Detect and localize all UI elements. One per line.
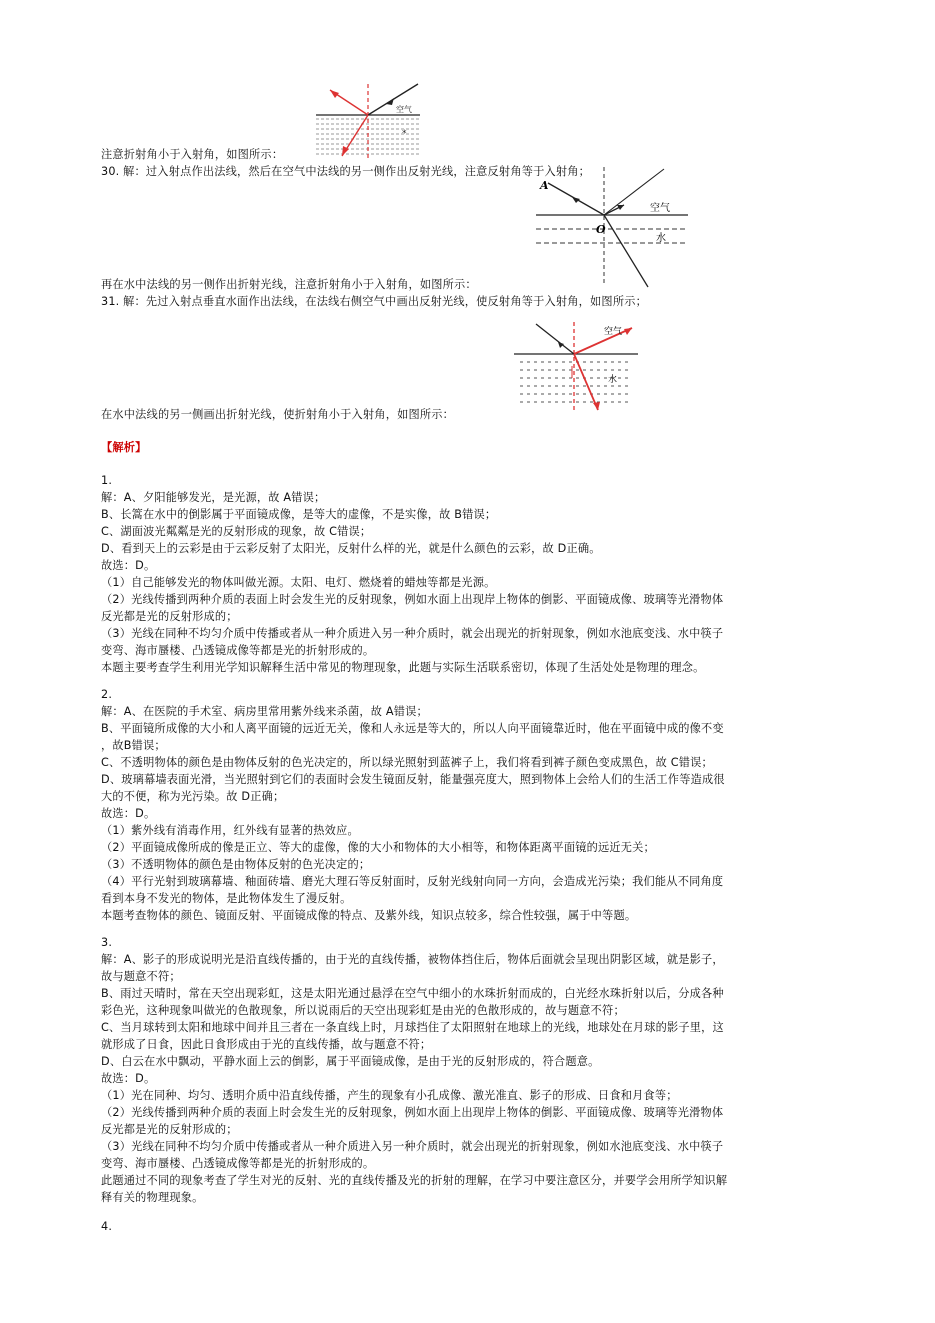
text-line: 31. 解：先过入射点垂直水面作出法线，在法线右侧空气中画出反射光线，使反射角等于入射角，如图所示； — [101, 295, 647, 308]
text-line: （4）平行光射到玻璃幕墙、釉面砖墙、磨光大理石等反射面时，反射光线射向同一方向，会造成光污染；我们能从不同角度 — [101, 875, 724, 888]
fig2-air-label: 空气 — [650, 203, 670, 214]
figure-refraction-3 — [512, 320, 642, 414]
text-line: 释有关的物理现象。 — [101, 1191, 204, 1204]
fig3-air-label: 空气 — [604, 327, 623, 337]
text-line: 本题主要考查学生利用光学知识解释生活中常见的物理现象，此题与实际生活联系密切，体现了生活处处是物理的理念。 — [101, 661, 705, 674]
text-line: 彩色光，这种现象叫做光的色散现象，所以说雨后的天空出现彩虹是由光的色散形成的，故与题意不符； — [101, 1004, 625, 1017]
text-line: D、白云在水中飘动，平静水面上云的倒影，属于平面镜成像，是由于光的反射形成的，符合题意。 — [101, 1055, 600, 1068]
text-line: C、不透明物体的颜色是由物体反射的色光决定的，所以绿光照射到蓝裤子上，我们将看到裤子颜色变成黑色，故 C错误； — [101, 756, 713, 769]
text-line: B、长篙在水中的倒影属于平面镜成像，是等大的虚像，不是实像，故 B错误； — [101, 508, 497, 521]
text-line: 故与题意不符； — [101, 970, 181, 983]
text-line: C、湖面波光粼粼是光的反射形成的现象，故 C错误； — [101, 525, 372, 538]
fig2-water-label: 水 — [656, 233, 666, 244]
text-line: （1）紫外线有消毒作用，红外线有显著的热效应。 — [101, 824, 359, 837]
text-line: 看到本身不发光的物体，是此物体发生了漫反射。 — [101, 892, 352, 905]
text-line: 故选：D。 — [101, 807, 156, 820]
text-line: D、看到天上的云彩是由于云彩反射了太阳光，反射什么样的光，就是什么颜色的云彩，故 D正确。 — [101, 542, 601, 555]
text-line: C、当月球转到太阳和地球中间并且三者在一条直线上时，月球挡住了太阳照射在地球上的光线，地球处在月球的影子里，这 — [101, 1021, 724, 1034]
text-line: B、雨过天晴时，常在天空出现彩虹，这是太阳光通过悬浮在空气中细小的水珠折射而成的，白光经水珠折射以后，分成各种 — [101, 987, 724, 1000]
text-line: 在水中法线的另一侧画出折射光线，使折射角小于入射角，如图所示： — [101, 408, 455, 421]
text-line: B、平面镜所成像的大小和人离平面镜的远近无关，像和人永远是等大的，所以人向平面镜靠近时，他在平面镜中成的像不变 — [101, 722, 724, 735]
text-line: 解：A、在医院的手术室、病房里常用紫外线来杀菌，故 A错误； — [101, 705, 428, 718]
text-line: 3. — [101, 936, 113, 949]
text-line: 反光都是光的反射形成的； — [101, 610, 238, 623]
figure-refraction-2 — [532, 163, 692, 291]
text-line: 此题通过不同的现象考查了学生对光的反射、光的直线传播及光的折射的理解，在学习中要注意区分，并要学会用所学知识解 — [101, 1174, 728, 1187]
text-line: （1）光在同种、均匀、透明介质中沿直线传播，产生的现象有小孔成像、激光准直、影子的形成、日食和月食等； — [101, 1089, 678, 1102]
text-line: 解：A、影子的形成说明光是沿直线传播的，由于光的直线传播，被物体挡住后，物体后面就会呈现出阴影区域，就是影子， — [101, 953, 724, 966]
text-line: 大的不便，称为光污染。故 D正确； — [101, 790, 285, 803]
figure-refraction-1 — [312, 82, 424, 160]
text-line: （2）光线传播到两种介质的表面上时会发生光的反射现象，例如水面上出现岸上物体的倒影、平面镜成像、玻璃等光滑物体 — [101, 593, 724, 606]
text-line: 30. 解：过入射点作出法线，然后在空气中法线的另一侧作出反射光线，注意反射角等于入射角； — [101, 165, 591, 178]
text-line: 解：A、夕阳能够发光，是光源，故 A错误； — [101, 491, 326, 504]
fig3-water-label: 水 — [608, 375, 618, 385]
text-line: 2. — [101, 688, 113, 701]
text-line: 4. — [101, 1220, 113, 1233]
section-heading: 【解析】 — [101, 441, 147, 454]
text-line: 本题考查物体的颜色、镜面反射、平面镜成像的特点、及紫外线，知识点较多，综合性较强，属于中等题。 — [101, 909, 637, 922]
text-line: D、玻璃幕墙表面光滑，当光照射到它们的表面时会发生镜面反射，能量强亮度大，照到物体上会给人们的生活工作等造成很 — [101, 773, 725, 786]
text-line: 故选：D。 — [101, 1072, 156, 1085]
text-line: （3）光线在同种不均匀介质中传播或者从一种介质进入另一种介质时，就会出现光的折射现象，例如水池底变浅、水中筷子 — [101, 1140, 724, 1153]
text-line: （1）自己能够发光的物体叫做光源。太阳、电灯、燃烧着的蜡烛等都是光源。 — [101, 576, 496, 589]
fig2-label-a: A — [540, 179, 549, 192]
text-line: ，故B错误； — [101, 739, 166, 752]
text-line: 反光都是光的反射形成的； — [101, 1123, 238, 1136]
text-line: 注意折射角小于入射角，如图所示： — [101, 148, 284, 161]
fig1-air-label: 空气 — [396, 105, 412, 114]
text-line: 再在水中法线的另一侧作出折射光线，注意折射角小于入射角，如图所示： — [101, 278, 477, 291]
text-line: 1. — [101, 474, 113, 487]
text-line: （3）光线在同种不均匀介质中传播或者从一种介质进入另一种介质时，就会出现光的折射现象，例如水池底变浅、水中筷子 — [101, 627, 724, 640]
text-line: 故选：D。 — [101, 559, 156, 572]
text-line: 变弯、海市蜃楼、凸透镜成像等都是光的折射形成的。 — [101, 1157, 375, 1170]
text-line: （2）光线传播到两种介质的表面上时会发生光的反射现象，例如水面上出现岸上物体的倒影、平面镜成像、玻璃等光滑物体 — [101, 1106, 724, 1119]
text-line: （3）不透明物体的颜色是由物体反射的色光决定的； — [101, 858, 371, 871]
fig2-label-o: O — [596, 223, 606, 236]
text-line: 就形成了日食，因此日食形成由于光的直线传播，故与题意不符； — [101, 1038, 432, 1051]
text-line: 变弯、海市蜃楼、凸透镜成像等都是光的折射形成的。 — [101, 644, 375, 657]
text-line: （2）平面镜成像所成的像是正立、等大的虚像，像的大小和物体的大小相等，和物体距离平面镜的远近无关； — [101, 841, 655, 854]
svg-text:*: * — [402, 129, 407, 139]
